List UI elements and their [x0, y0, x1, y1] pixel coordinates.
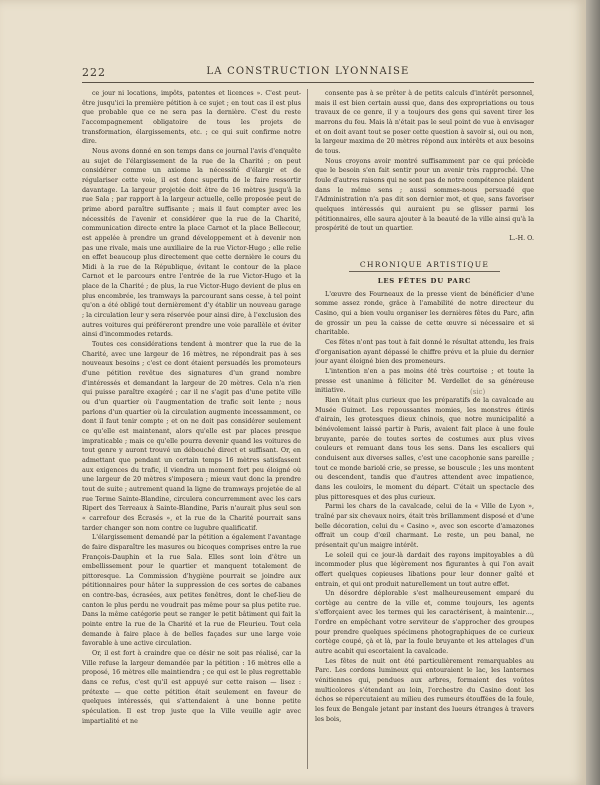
margin-annotation: (sic) — [470, 388, 486, 396]
page-edge — [586, 0, 600, 785]
header-rule — [82, 82, 534, 83]
right-column — [315, 89, 534, 769]
page-header — [82, 66, 534, 78]
section-rule — [349, 271, 500, 272]
article-paragraph: Ces fêtes n'ont pas tout à fait donné le résultat attendu, les frais d'organisation ayant dépassé le chiffre prévu et la pluie du dernier jour ayant éloigné bien des promeneurs. — [315, 339, 534, 366]
left-paragraph: Toutes ces considérations tendent à montrer que la rue de la Charité, avec une largeur de 16 mètres, ne répondrait pas à ses nouveaux besoins ; c'est ce dont étaient persuadés les promoteurs d'une pétition revêtue des signatures d'un grand nombre d'intéressés et demandant la largeur de 20 mètres. Cela n'a rien qui puisse paraître exagéré ; car il ne s'agit pas d'une petite ville ou d'un quartier où l'augmentation de trafic soit lente ; nous parlons d'un quartier où la circulation augmente incessamment, ce dont il faut tenir compte ; et on ne doit pas considérer seulement ce qu'elle est maintenant, alors qu'elle est par places presque impraticable ; mais ce qu'elle pourra devenir quand les voitures de tout genre y auront trouvé un débouché direct et suffisant. Or, en admettant que pendant un certain temps 16 mètres satisfassent aux exigences du trafic, il viendra un moment fort peu éloigné où une largeur de 20 mètres s'imposera ; mieux vaut donc la prendre tout de suite ; autrement quand la ligne de tramways projetée de al rue Terme Sainte-Blandine, circulera concurremment avec les cars Ripert des Terreaux à Sainte-Blandine, Paris n'aurait plus seul son « carrefour des Écrasés », et la rue de la Charité pourrait sans tarder changer son nom contre ce lugubre qualificatif. — [82, 341, 301, 532]
article-paragraph: Le soleil qui ce jour-là dardait des rayons impitoyables a dû incommoder plus que légèrement nos figurantes à qui l'on avait offert quelques copieuses libations pour leur donner gaîté et entrain, et qui ont produit naturellement un tout autre effet. — [315, 551, 534, 588]
page-number: 222 — [82, 66, 106, 79]
column-divider — [307, 89, 308, 769]
section-title: CHRONIQUE ARTISTIQUE — [359, 259, 490, 269]
left-paragraph: Nous avons donné en son temps dans ce journal l'avis d'enquête au sujet de l'élargissement de la rue de la Charité ; on peut considérer comme un axiome la nécessité d'élargir et de régulariser cette voie, il est donc superflu de le faire ressortir davantage. La largeur projetée doit être de 16 mètres jusqu'à la rue Sala ; par rapport à la largeur actuelle, celle proposée peut de prime abord paraître suffisante ; mais il faut compter avec les nécessités de l'avenir et considérer que la rue de la Charité, communication directe entre la place Carnot et la place Bellecour, est appelée à prendre un grand développement et à devenir non pas une rivale, mais une auxiliaire de la rue Victor-Hugo ; elle relie en effet beaucoup plus directement que cette dernière le cours du Midi à la rue de la République, évitant le contour de la place Carnot et le parcours entre l'entrée de la rue Victor-Hugo et la place de la Charité ; de plus, la rue Victor-Hugo devient de plus en plus encombrée, les tramways la parcourant sans cesse, à tel point qu'on a été obligé tout dernièrement d'y établir un nouveau garage ; la circulation leur y sera réservée pour ainsi dire, à l'exclusion des autres voitures qui préféreront prendre une voie parallèle et éviter ainsi d'incommodes retards. — [82, 147, 301, 339]
article-paragraph: L'intention n'en a pas moins été très courtoise ; et toute la presse est unanime à féliciter M. Verdellet de sa généreuse initiative. — [315, 368, 534, 395]
article-title: LES FÊTES DU PARC — [377, 277, 472, 286]
left-paragraph: Or, il est fort à craindre que ce désir ne soit pas réalisé, car la Ville refuse la largeur demandée par la pétition : 16 mètres elle a proposé, 16 mètres elle maintiendra ; ce qui est le plus regrettable dans ce refus, c'est qu'il est appuyé sur cette raison — lisez : prétexte — que cette pétition était seulement en faveur de quelques intéressés, qui s'attendaient à une bonne petite spéculation. Il est trop juste que la Ville veuille agir avec impartialité et ne — [82, 650, 301, 725]
article-paragraph: L'œuvre des Fourneaux de la presse vient de bénéficier d'une somme assez ronde, grâce à l'amabilité de notre directeur du Casino, qui a bien voulu organiser les dernières fêtes du Parc, afin de grossir un peu la caisse de cette œuvre si nécessaire et si charitable. — [315, 290, 534, 337]
left-column — [82, 89, 301, 769]
article-paragraph: Un désordre déplorable s'est malheureusement emparé du cortège au centre de la ville et, comme toujours, les agents s'efforçaient avec les termes qui les caractérisent, à maintenir…, l'ordre en empêchant votre serviteur de s'approcher des groupes pour prendre quelques spécimens photographiques de ce curieux cortège coupé, çà et là, par la foule bruyante et les attelages d'un autre acabit qui escortaient la cavalcade. — [315, 590, 534, 656]
right-paragraph: Nous croyons avoir montré suffisamment par ce qui précède que le besoin s'en fait sentir pour un avenir très rapproché. Une foule d'autres raisons qui ne sont pas de notre compétence plaident dans le même sens ; aussi sommes-nous persuadé que l'Administration n'a pas dit son dernier mot, et que, sans favoriser quelques intéressés qui auraient pu se glisser parmi les pétitionnaires, elle saura ajouter à la beauté de la ville ainsi qu'à la prospérité de tout un quartier. — [315, 157, 534, 233]
author-signature: L.-H. O. — [509, 234, 534, 242]
article-paragraph: Parmi les chars de la cavalcade, celui de la « Ville de Lyon », traîné par six chevaux noirs, était très brillamment disposé et d'une belle décoration, celui du « Casino », avec son escorte d'amazones offrait un coup d'œil charmant. Le reste, un peu banal, ne présentait qu'un maigre intérêt. — [315, 503, 534, 549]
article-paragraph: Les fêtes de nuit ont été particulièrement remarquables au Parc. Les cordons lumineux qui entouraient le lac, les lanternes vénitiennes qui, pendues aux arbres, formaient des voûtes multicolores s'étendant au loin, l'orchestre du Casino dont les échos se répercutaient au milieu des rumeurs étouffées de la foule, les feux de Bengale jetant par instant des lueurs étranges à travers les bois, — [315, 657, 534, 723]
right-paragraph: consente pas à se prêter à de petits calculs d'intérêt personnel, mais il est bien certain aussi que, dans des expropriations ou tous travaux de ce genre, il y a toujours des gens qui savent tirer les marrons du feu. Mais là n'était pas le seul point de vue à envisager et on doit avant tout se poser cette question à savoir si, oui ou non, la largeur maxima de 20 mètres répond aux intérêts et aux besoins de tous. — [315, 90, 534, 155]
article-paragraph: Rien n'était plus curieux que les préparatifs de la cavalcade au Musée Guimet. Les repoussantes momies, les monstres étirés d'airain, les grotesques dieux chinois, que notre municipalité a bénévolement laissé partir à Paris, avaient fait place à une foule bruyante, parée de toutes sortes de costumes aux plus vives couleurs et remuant dans tous les sens. Dans les escaliers qui conduisent aux diverses salles, c'est une cacophonie sans pareille ; tout ce monde bariolé crie, se presse, se bouscule ; les uns montent ou descendent, tandis que d'autres attendent avec impatience, dans les couloirs, le moment du départ. C'était un spectacle des plus pittoresques et des plus curieux. — [315, 397, 534, 501]
left-paragraph: L'élargissement demandé par la pétition a également l'avantage de faire disparaître les masures ou bicoques comprises entre la rue François-Dauphin et la rue Sala. Elles sont loin d'être un embellissement pour le quartier et manquent totalement de pittoresque. La Commission d'hygiène pourrait se joindre aux pétitionnaires pour hâter la suppression de ces sortes de cabanes en contre-bas, écrasées, aux petites fenêtres, dont le chef-lieu de canton le plus perdu ne voudrait pas même pour sa plus petite rue. Dans la même catégorie peut se ranger le petit bâtiment qui fait la pointe entre la rue de la Charité et la rue de Fleurieu. Tout cela demande à faire place à de belles façades sur une large voie favorable à une active circulation. — [82, 534, 301, 648]
left-paragraph: ce jour ni locations, impôts, patentes et licences ». C'est peut-être jusqu'ici la première pétition à ce sujet ; en tout cas il est plus que probable que ce ne sera pas la dernière. C'est du reste l'accompagnement obligatoire de tous les projets de transformation, élargissements, etc. ; ce qui suit confirme notre dire. — [82, 90, 301, 146]
running-title: LA CONSTRUCTION LYONNAISE — [206, 66, 410, 77]
